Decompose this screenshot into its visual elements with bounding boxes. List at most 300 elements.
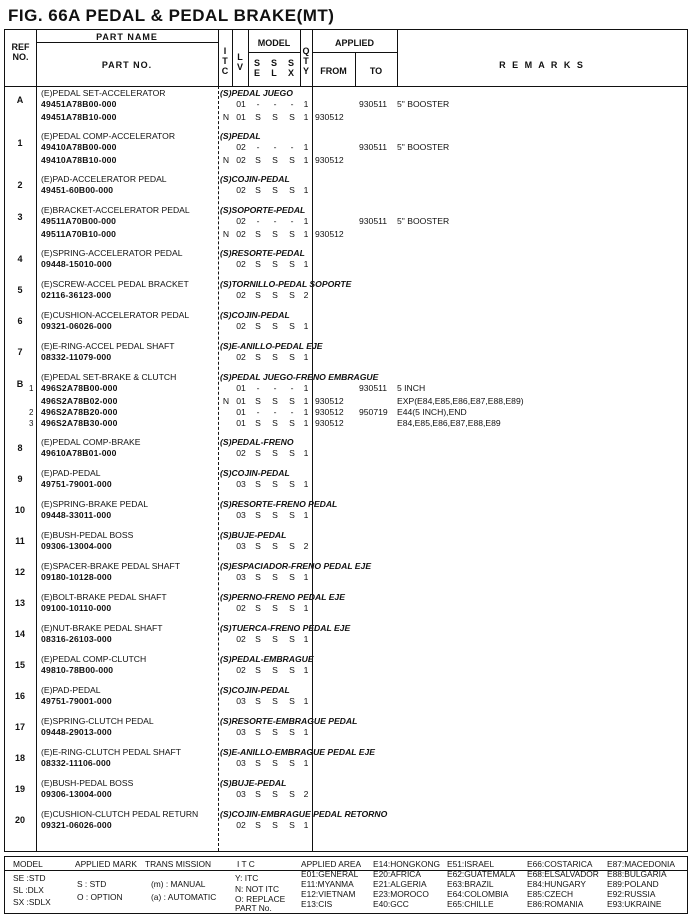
part-number: 09321-06026-000: [41, 820, 112, 830]
model-se-value: S: [255, 396, 261, 406]
level-value: 02: [236, 321, 246, 331]
model-sx-value: S: [289, 572, 295, 582]
part-name-english: (E)SPRING-BRAKE PEDAL: [41, 499, 148, 509]
model-sx-value: S: [289, 479, 295, 489]
table-row: [5, 499, 687, 524]
model-se-value: S: [255, 634, 261, 644]
level-value: 02: [236, 229, 246, 239]
qty-value: 1: [303, 407, 309, 417]
ref-number: 14: [14, 629, 25, 639]
legend-trans-manual: (m) : MANUAL: [151, 879, 206, 889]
ref-number: 18: [14, 753, 25, 763]
applied-to: 930511: [359, 383, 388, 393]
model-se-value: S: [255, 321, 261, 331]
applied-to: 930511: [359, 142, 388, 152]
remarks-value: E84,E85,E86,E87,E88,E89: [397, 418, 501, 428]
level-value: 02: [236, 216, 246, 226]
part-number: 49751-79001-000: [41, 696, 112, 706]
table-row: [5, 561, 687, 586]
table-row: [5, 623, 687, 648]
qty-value: 2: [303, 541, 309, 551]
legend-area-item: E51:ISRAEL: [447, 859, 495, 869]
part-name-english: (E)E-RING-CLUTCH PEDAL SHAFT: [41, 747, 182, 757]
model-se-value: S: [255, 479, 261, 489]
model-se-value: S: [255, 572, 261, 582]
part-name-english: (E)BOLT-BRAKE PEDAL SHAFT: [41, 592, 167, 602]
part-number-line: [5, 665, 687, 676]
qty-value: 1: [303, 142, 309, 152]
level-value: 01: [236, 407, 246, 417]
legend-trans-auto: (a) : AUTOMATIC: [151, 892, 217, 902]
part-name-english: (E)BUSH-PEDAL BOSS: [41, 530, 134, 540]
ref-number: 15: [14, 660, 25, 670]
part-number: 49751-79001-000: [41, 479, 112, 489]
part-name-spanish: (S)COJIN-PEDAL: [220, 468, 290, 478]
part-number: 09306-13004-000: [41, 541, 112, 551]
qty-value: 2: [303, 290, 309, 300]
applied-to: 930511: [359, 216, 388, 226]
part-name-spanish: (S)PEDAL-FRENO: [220, 437, 294, 447]
legend-itc-n: N: NOT ITC: [235, 884, 280, 894]
part-number: 49410A78B00-000: [41, 142, 117, 152]
model-sl-value: S: [272, 634, 278, 644]
qty-value: 1: [303, 396, 309, 406]
part-name-spanish: (S)PEDAL JUEGO: [220, 88, 293, 98]
part-name-spanish: (S)RESORTE-EMBRAGUE PEDAL: [220, 716, 358, 726]
lv-header: L V: [236, 52, 243, 72]
qty-value: 1: [303, 510, 309, 520]
qty-value: 1: [303, 603, 309, 613]
table-row: [5, 809, 687, 834]
part-number: 09448-29013-000: [41, 727, 112, 737]
part-name-english: (E)PEDAL COMP-ACCELERATOR: [41, 131, 176, 141]
part-name-spanish: (S)ESPACIADOR-FRENO PEDAL EJE: [220, 561, 372, 571]
model-sx-value: S: [289, 229, 295, 239]
level-value: 02: [236, 290, 246, 300]
part-name-english: (E)SPRING-CLUTCH PEDAL: [41, 716, 154, 726]
qty-value: 1: [303, 321, 309, 331]
table-row: [5, 530, 687, 555]
part-name-spanish: (S)SOPORTE-PEDAL: [220, 205, 306, 215]
from-header: FROM: [320, 66, 347, 76]
model-sx-value: S: [289, 259, 295, 269]
model-se-value: -: [256, 142, 260, 152]
part-number-line: [5, 352, 687, 363]
model-se-value: S: [255, 418, 261, 428]
legend-area-item: E68:ELSALVADOR: [527, 869, 599, 879]
part-number: 09321-06026-000: [41, 321, 112, 331]
level-value: 02: [236, 185, 246, 195]
model-se-value: S: [255, 758, 261, 768]
applied-from: 930512: [315, 155, 344, 165]
model-se-value: -: [256, 99, 260, 109]
qty-value: 1: [303, 634, 309, 644]
part-name-spanish: (S)COJIN-PEDAL: [220, 174, 290, 184]
table-header: [5, 30, 687, 87]
qty-value: 1: [303, 99, 309, 109]
model-sx-value: S: [289, 112, 295, 122]
qty-value: 1: [303, 758, 309, 768]
part-name-english: (E)SCREW-ACCEL PEDAL BRACKET: [41, 279, 189, 289]
model-sl-value: S: [272, 155, 278, 165]
part-name-english: (E)CUSHION-CLUTCH PEDAL RETURN: [41, 809, 199, 819]
table-row: [5, 654, 687, 679]
table-row: [5, 341, 687, 366]
level-value: 01: [236, 383, 246, 393]
part-number-line: [5, 396, 687, 407]
part-number: 08316-26103-000: [41, 634, 112, 644]
legend-area-item: E64:COLOMBIA: [447, 889, 509, 899]
part-name-english: (E)PEDAL SET-BRAKE & CLUTCH: [41, 372, 177, 382]
applied-from: 930512: [315, 112, 344, 122]
legend-area-item: E87:MACEDONIA: [607, 859, 675, 869]
remarks-header: R E M A R K S: [499, 60, 585, 70]
legend-itc-o: O: REPLACE PART No.: [235, 894, 286, 913]
ref-number: 5: [17, 285, 23, 295]
level-value: 02: [236, 634, 246, 644]
part-number-line: [5, 229, 687, 240]
model-sx-value: S: [289, 448, 295, 458]
part-number-line: [5, 820, 687, 831]
legend-area-item: E89:POLAND: [607, 879, 659, 889]
qty-value: 1: [303, 229, 309, 239]
level-value: 03: [236, 727, 246, 737]
figure-title: FIG. 66A PEDAL & PEDAL BRAKE(MT): [8, 6, 335, 25]
ref-number: 2: [17, 180, 23, 190]
qty-value: 1: [303, 352, 309, 362]
remarks-value: EXP(E84,E85,E86,E87,E88,E89): [397, 396, 524, 406]
ref-number: 9: [17, 474, 23, 484]
ref-number: 12: [14, 567, 25, 577]
qty-value: 1: [303, 112, 309, 122]
legend-box: [4, 856, 688, 914]
model-sl-value: -: [273, 216, 277, 226]
legend-applied-mark-header: APPLIED MARK: [75, 859, 137, 869]
itc-value: N: [222, 112, 230, 122]
model-sx-value: S: [289, 789, 295, 799]
ref-number: 3: [17, 212, 23, 222]
legend-area-item: E13:CIS: [301, 899, 333, 909]
legend-area-item: E88:BULGARIA: [607, 869, 667, 879]
part-name-english: (E)CUSHION-ACCELERATOR PEDAL: [41, 310, 190, 320]
applied-from: 930512: [315, 396, 344, 406]
part-number: 496S2A78B30-000: [41, 418, 118, 428]
part-number: 09448-33011-000: [41, 510, 112, 520]
model-sl-value: S: [272, 603, 278, 613]
table-row: [5, 685, 687, 710]
table-row: [5, 592, 687, 617]
level-value: 01: [236, 418, 246, 428]
part-name-spanish: (S)E-ANILLO-EMBRAGUE PEDAL EJE: [220, 747, 376, 757]
parts-table: [4, 29, 688, 852]
part-name-spanish: (S)BUJE-PEDAL: [220, 778, 287, 788]
level-value: 01: [236, 112, 246, 122]
part-no-header: PART NO.: [101, 60, 153, 70]
model-sx-value: S: [289, 290, 295, 300]
legend-model-sl: SL :DLX: [13, 885, 44, 895]
legend-area-item: E62:GUATEMALA: [447, 869, 516, 879]
table-row: [5, 716, 687, 741]
qty-value: 1: [303, 727, 309, 737]
part-number: 49511A70B00-000: [41, 216, 117, 226]
part-name-english: (E)PEDAL COMP-BRAKE: [41, 437, 141, 447]
legend-itc-header: I T C: [237, 859, 255, 869]
model-sx-value: -: [290, 383, 294, 393]
qty-value: 1: [303, 448, 309, 458]
part-number-line: [5, 185, 687, 196]
level-value: 02: [236, 142, 246, 152]
part-number-line: [5, 418, 687, 429]
table-row: [5, 248, 687, 273]
model-sx-value: S: [289, 352, 295, 362]
model-sx-value: S: [289, 510, 295, 520]
qty-value: 1: [303, 185, 309, 195]
part-number: 496S2A78B20-000: [41, 407, 118, 417]
variant-index: 2: [29, 408, 34, 417]
part-name-english: (E)PAD-PEDAL: [41, 468, 101, 478]
part-number: 02116-36123-000: [41, 290, 112, 300]
remarks-value: 5" BOOSTER: [397, 142, 450, 152]
model-se-value: S: [255, 290, 261, 300]
qty-value: 1: [303, 479, 309, 489]
ref-number: 11: [15, 536, 25, 546]
part-number-line: [5, 290, 687, 301]
model-sl-value: S: [272, 541, 278, 551]
level-value: 02: [236, 603, 246, 613]
legend-area-item: E92:RUSSIA: [607, 889, 656, 899]
model-sl-value: S: [272, 229, 278, 239]
model-sl-value: S: [272, 418, 278, 428]
remarks-value: 5 INCH: [397, 383, 426, 393]
part-name-english: (E)NUT-BRAKE PEDAL SHAFT: [41, 623, 163, 633]
model-se-value: S: [255, 185, 261, 195]
model-se-value: S: [255, 448, 261, 458]
model-sl-value: S: [272, 758, 278, 768]
remarks-value: E44(5 INCH),END: [397, 407, 467, 417]
part-number: 49511A70B10-000: [41, 229, 117, 239]
part-name-english: (E)BRACKET-ACCELERATOR PEDAL: [41, 205, 190, 215]
model-sx-value: S: [289, 418, 295, 428]
part-number: 496S2A78B02-000: [41, 396, 118, 406]
part-name-spanish: (S)TUERCA-FRENO PEDAL EJE: [220, 623, 351, 633]
model-se-value: -: [256, 407, 260, 417]
part-number: 49451A78B00-000: [41, 99, 117, 109]
model-sx-value: -: [290, 142, 294, 152]
part-number-line: [5, 789, 687, 800]
level-value: 03: [236, 510, 246, 520]
model-sx-value: S: [289, 321, 295, 331]
model-se-value: S: [255, 259, 261, 269]
part-number: 49610A78B01-000: [41, 448, 117, 458]
level-value: 03: [236, 758, 246, 768]
model-sl-value: -: [273, 142, 277, 152]
part-name-spanish: (S)RESORTE-PEDAL: [220, 248, 305, 258]
model-se-value: S: [255, 155, 261, 165]
table-row: [5, 747, 687, 772]
model-sl-value: S: [272, 820, 278, 830]
part-name-spanish: (S)TORNILLO-PEDAL SOPORTE: [220, 279, 352, 289]
ref-number: 20: [14, 815, 25, 825]
qty-value: 2: [303, 789, 309, 799]
legend-mark-std: S : STD: [77, 879, 107, 889]
legend-area-item: E01:GENERAL: [301, 869, 359, 879]
itc-value: N: [222, 396, 230, 406]
legend-area-item: E65:CHILLE: [447, 899, 494, 909]
part-number: 49451A78B10-000: [41, 112, 117, 122]
level-value: 03: [236, 479, 246, 489]
ref-number: B: [16, 379, 24, 389]
legend-area-item: E23:MOROCO: [373, 889, 429, 899]
model-se-value: -: [256, 216, 260, 226]
part-number-line: [5, 407, 687, 418]
legend-model-sx: SX :SDLX: [13, 897, 51, 907]
part-name-spanish: (S)PEDAL JUEGO-FRENO EMBRAGUE: [220, 372, 379, 382]
part-number: 49810-78B00-000: [41, 665, 114, 675]
model-sx-value: S: [289, 603, 295, 613]
model-sx-value: S: [289, 758, 295, 768]
table-row: [5, 778, 687, 803]
part-number-line: [5, 155, 687, 166]
ref-number: 19: [14, 784, 25, 794]
model-se-value: S: [255, 112, 261, 122]
table-row: [5, 279, 687, 304]
legend-area-item: E63:BRAZIL: [447, 879, 494, 889]
qty-value: 1: [303, 155, 309, 165]
part-number: 09306-13004-000: [41, 789, 112, 799]
part-name-english: (E)PAD-ACCELERATOR PEDAL: [41, 174, 167, 184]
part-name-english: (E)SPRING-ACCELERATOR PEDAL: [41, 248, 183, 258]
model-sl-value: S: [272, 510, 278, 520]
qty-header: Q T Y: [302, 46, 310, 76]
model-sl-value: S: [272, 572, 278, 582]
qty-value: 1: [303, 665, 309, 675]
model-sl-value: S: [272, 448, 278, 458]
legend-model-header: MODEL: [13, 859, 43, 869]
level-value: 03: [236, 541, 246, 551]
applied-to: 930511: [359, 99, 388, 109]
model-se-header: S E: [253, 58, 260, 78]
table-row: [5, 88, 687, 127]
legend-area-item: E40:GCC: [373, 899, 409, 909]
part-number-line: [5, 634, 687, 645]
part-number: 09180-10128-000: [41, 572, 112, 582]
model-sl-value: S: [272, 185, 278, 195]
part-number-line: [5, 142, 687, 153]
part-name-english: (E)BUSH-PEDAL BOSS: [41, 778, 134, 788]
model-sx-value: S: [289, 820, 295, 830]
itc-value: N: [222, 229, 230, 239]
applied-from: 930512: [315, 229, 344, 239]
part-number-line: [5, 112, 687, 123]
model-sx-value: -: [290, 407, 294, 417]
part-name-spanish: (S)PEDAL-EMBRAGUE: [220, 654, 314, 664]
part-name-english: (E)PEDAL SET-ACCELERATOR: [41, 88, 166, 98]
ref-number: 6: [17, 316, 23, 326]
legend-itc-y: Y: ITC: [235, 873, 259, 883]
model-sl-value: S: [272, 696, 278, 706]
table-row: [5, 468, 687, 493]
qty-value: 1: [303, 383, 309, 393]
part-number-line: [5, 758, 687, 769]
part-name-spanish: (S)E-ANILLO-PEDAL EJE: [220, 341, 323, 351]
level-value: 02: [236, 448, 246, 458]
ref-number: 7: [17, 347, 23, 357]
part-name-header: PART NAME: [96, 32, 158, 42]
legend-area-item: E14:HONGKONG: [373, 859, 441, 869]
part-number-line: [5, 510, 687, 521]
model-sl-value: S: [272, 665, 278, 675]
variant-index: 1: [29, 384, 34, 393]
model-sl-value: S: [272, 352, 278, 362]
legend-area-item: E11:MYANMA: [301, 879, 354, 889]
applied-from: 930512: [315, 418, 344, 428]
part-name-english: (E)SPACER-BRAKE PEDAL SHAFT: [41, 561, 180, 571]
table-row: [5, 437, 687, 462]
legend-model-se: SE :STD: [13, 873, 46, 883]
model-sx-value: S: [289, 541, 295, 551]
ref-number: 10: [14, 505, 25, 515]
applied-to: 950719: [359, 407, 388, 417]
part-name-spanish: (S)COJIN-EMBRAGUE PEDAL RETORNO: [220, 809, 388, 819]
model-sl-value: S: [272, 112, 278, 122]
part-number: 49410A78B10-000: [41, 155, 117, 165]
legend-area-item: E84:HUNGARY: [527, 879, 586, 889]
part-number: 09448-15010-000: [41, 259, 112, 269]
applied-header: APPLIED: [334, 38, 374, 48]
ref-number: 13: [14, 598, 25, 608]
part-number-line: [5, 383, 687, 394]
level-value: 01: [236, 396, 246, 406]
model-se-value: S: [255, 352, 261, 362]
model-sl-header: S L: [270, 58, 277, 78]
model-sx-value: S: [289, 665, 295, 675]
ref-number: 17: [14, 722, 25, 732]
model-header: MODEL: [257, 38, 291, 48]
legend-area-item: E12:VIETNAM: [301, 889, 356, 899]
model-sx-value: S: [289, 185, 295, 195]
legend-area-item: E66:COSTARICA: [527, 859, 593, 869]
part-number: 08332-11079-000: [41, 352, 112, 362]
part-number-line: [5, 448, 687, 459]
model-se-value: S: [255, 229, 261, 239]
model-sx-value: -: [290, 216, 294, 226]
legend-area-header: APPLIED AREA: [301, 859, 362, 869]
variant-index: 3: [29, 419, 34, 428]
legend-mark-option: O : OPTION: [77, 892, 123, 902]
part-number-line: [5, 99, 687, 110]
model-sl-value: S: [272, 479, 278, 489]
part-number-line: [5, 603, 687, 614]
qty-value: 1: [303, 696, 309, 706]
remarks-value: 5" BOOSTER: [397, 99, 450, 109]
applied-from: 930512: [315, 407, 344, 417]
legend-area-item: E21:ALGERIA: [373, 879, 427, 889]
qty-value: 1: [303, 572, 309, 582]
part-name-spanish: (S)RESORTE-FRENO PEDAL: [220, 499, 338, 509]
table-row: [5, 372, 687, 433]
model-se-value: S: [255, 696, 261, 706]
part-name-spanish: (S)COJIN-PEDAL: [220, 685, 290, 695]
model-sx-value: S: [289, 696, 295, 706]
level-value: 02: [236, 259, 246, 269]
part-name-spanish: (S)PERNO-FRENO PEDAL EJE: [220, 592, 345, 602]
model-sl-value: S: [272, 321, 278, 331]
table-row: [5, 205, 687, 244]
ref-number: A: [16, 95, 24, 105]
legend-area-item: E93:UKRAINE: [607, 899, 662, 909]
table-row: [5, 174, 687, 199]
part-number: 49451-60B00-000: [41, 185, 114, 195]
